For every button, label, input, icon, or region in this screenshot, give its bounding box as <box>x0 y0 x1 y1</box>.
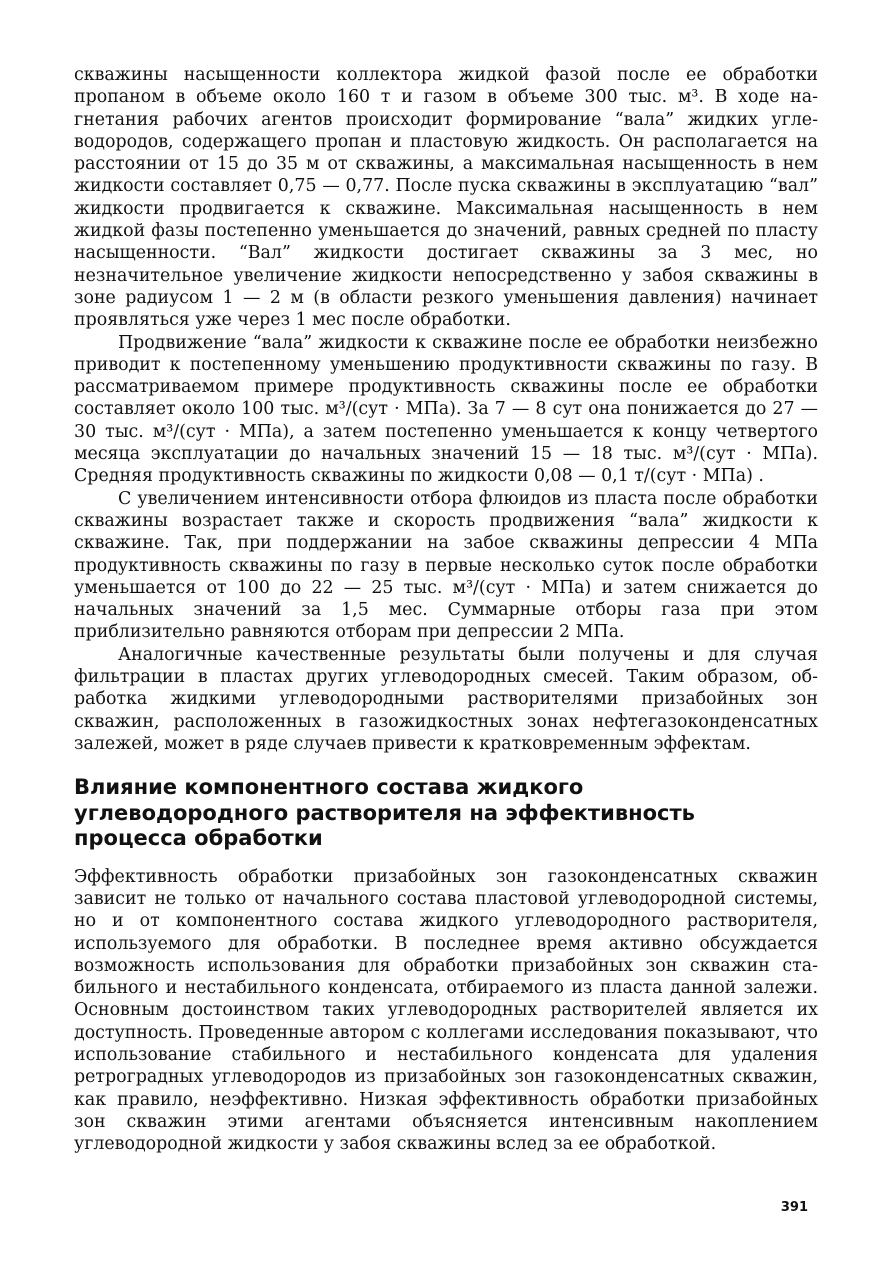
paragraph-section-intro: Эффективность обработки призабойных зон газоконденсатных скважин зависит не только от начального состава пластовой углеводородной системы, но и от компонентного состава жидкого углеводородного растворителя, используемого для обработки. В последнее время активно обсуждается возможность использования для обработки призабойных зон скважин стабильного и нестабильного конденсата, отбираемого из пласта данной залежи. Основным достоинством таких углеводородных растворителей является их доступность. Проведенные автором с коллегами исследования показывают, что использование стабильного и нестабильного конденсата для удаления ретроградных углеводородов из призабойных зон газоконденсатных скважин, как правило, неэффективно. Низкая эффективность обработки призабойных зон скважин этими агентами объясняется интенсивным накоплением углеводородной жидкости у забоя скважины вслед за ее обработкой. <box>74 866 818 1155</box>
paragraph-intensity: С увеличением интенсивности отбора флюидов из пласта после обработки скважины возрастает также и скорость продвижения “вала” жидкости к скважине. Так, при поддержании на забое скважины депрессии 4 МПа продуктивность скважины по газу в первые несколько суток после обработки уменьшается от 100 до 22 — 25 тыс. м³/(сут · МПа) и затем снижается до начальных значений за 1,5 мес. Суммарные отборы газа при этом приблизительно равняются отборам при депрессии 2 МПа. <box>74 488 818 643</box>
paragraph-conclusion: Аналогичные качественные результаты были получены и для случая фильтрации в пластах других углеводородных смесей. Таким образом, обработка жидкими углеводородными растворителями призабойных зон скважин, расположенных в газожидкостных зонах нефтегазоконденсатных залежей, может в ряде случаев привести к кратковременным эффектам. <box>74 644 818 754</box>
paragraph-continuation: скважины насыщенности коллектора жидкой фазой после ее обработки пропаном в объеме около 160 т и газом в объеме 300 тыс. м³. В ходе нагнетания рабочих агентов происходит формирование “вала” жидких углеводородов, содержащего пропан и пластовую жидкость. Он располагается на расстоянии от 15 до 35 м от скважины, а максимальная насыщенность в нем жидкости составляет 0,75 — 0,77. После пуска скважины в эксплуатацию “вал” жидкости продвигается к скважине. Максимальная насыщенность в нем жидкой фазы постепенно уменьшается до значений, равных средней по пласту насыщенности. “Вал” жидкости достигает скважины за 3 мес, но незначительное увеличение жидкости непосредственно у забоя скважины в зоне радиусом 1 — 2 м (в области резкого уменьшения давления) начинает проявляться уже через 1 мес после обработки. <box>74 65 818 331</box>
page-body <box>74 64 818 1156</box>
page-number: 391 <box>780 1200 808 1215</box>
paragraph-productivity: Продвижение “вала” жидкости к скважине после ее обработки неизбежно приводит к постепенному уменьшению продуктивности скважины по газу. В рассматриваемом примере продуктивность скважины после ее обработки составляет около 100 тыс. м³/(сут · МПа). За 7 — 8 сут она понижается до 27 — 30 тыс. м³/(сут · МПа), а затем постепенно уменьшается к концу четвертого месяца эксплуатации до начальных значений 15 — 18 тыс. м³/(сут · МПа). Средняя продуктивность скважины по жидкости 0,08 — 0,1 т/(сут · МПа) . <box>74 332 818 487</box>
section-heading: Влияние компонентного состава жидкого углеводородного растворителя на эффективность процесса обработки <box>74 775 695 851</box>
